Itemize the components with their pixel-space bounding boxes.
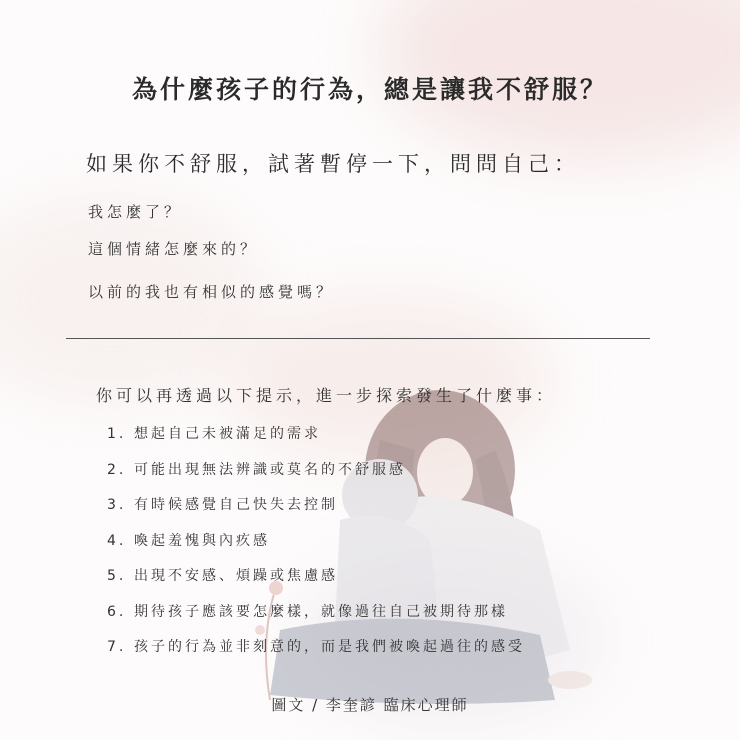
list-item-number: 7.	[107, 639, 127, 655]
list-item	[107, 601, 525, 637]
list-item	[107, 530, 525, 566]
list-item-number: 5.	[107, 568, 127, 584]
divider	[66, 338, 650, 339]
list-item-text: 喚起羞愧與內疚感	[134, 532, 270, 549]
mother-feet	[548, 671, 592, 689]
list-item-number: 3.	[107, 497, 127, 513]
list-item-text: 孩子的行為並非刻意的，而是我們被喚起過往的感受	[134, 639, 525, 655]
list-item-number: 2.	[107, 461, 127, 478]
list-item-text: 期待孩子應該要怎麼樣，就像過往自己被期待那樣	[134, 603, 508, 620]
list-item-text: 出現不安感、煩躁或焦慮感	[134, 568, 338, 584]
subtitle: 如果你不舒服，試著暫停一下，問問自己：	[86, 152, 580, 176]
list-item-number: 4.	[107, 532, 127, 549]
list-item	[107, 636, 525, 672]
list-item-number: 1.	[107, 426, 127, 442]
explore-heading: 你可以再透過以下提示，進一步探索發生了什麼事：	[96, 386, 557, 405]
list-item-text: 有時候感覺自己快失去控制	[134, 497, 338, 513]
question-item: 我怎麼了？	[88, 203, 184, 221]
page-title: 為什麼孩子的行為，總是讓我不舒服？	[131, 75, 608, 104]
list-item-number: 6.	[107, 603, 127, 620]
list-item	[107, 565, 525, 601]
list-item	[107, 459, 525, 495]
author-credit: 圖文 / 李奎諺 臨床心理師	[271, 696, 469, 714]
list-item	[107, 423, 525, 459]
list-item-text: 可能出現無法辨識或莫名的不舒服感	[134, 461, 406, 478]
question-item: 以前的我也有相似的感覺嗎？	[88, 283, 336, 301]
prompt-list	[107, 423, 525, 672]
question-item: 這個情緒怎麼來的？	[88, 240, 260, 258]
list-item	[107, 494, 525, 530]
list-item-text: 想起自己未被滿足的需求	[134, 426, 321, 442]
